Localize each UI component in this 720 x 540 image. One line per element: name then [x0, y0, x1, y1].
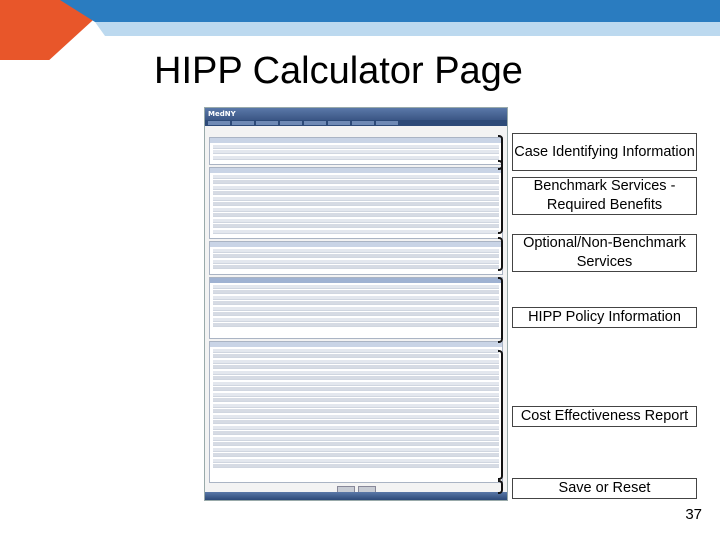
page-number: 37	[685, 506, 702, 523]
callout-benchmark: Benchmark Services - Required Benefits	[512, 177, 697, 215]
optional-services-panel	[209, 241, 503, 275]
bracket-cost	[498, 350, 503, 480]
app-header	[205, 108, 507, 120]
callout-cost: Cost Effectiveness Report	[512, 406, 697, 427]
app-navbar	[205, 120, 507, 126]
cost-effectiveness-panel	[209, 341, 503, 483]
app-footer	[205, 492, 507, 500]
bracket-save	[498, 480, 503, 494]
callout-policy: HIPP Policy Information	[512, 307, 697, 328]
callout-case-info: Case Identifying Information	[512, 133, 697, 171]
hipp-policy-panel	[209, 277, 503, 339]
bracket-benchmark	[498, 160, 503, 234]
callout-save: Save or Reset	[512, 478, 697, 499]
slide-title: HIPP Calculator Page	[154, 50, 523, 92]
benchmark-services-panel	[209, 167, 503, 239]
bracket-policy	[498, 277, 503, 343]
bracket-optional	[498, 237, 503, 271]
app-screenshot	[204, 107, 508, 501]
callout-optional: Optional/Non-Benchmark Services	[512, 234, 697, 272]
case-info-panel	[209, 137, 503, 165]
app-breadcrumb	[208, 128, 504, 135]
app-logo: MedNY	[208, 110, 236, 118]
